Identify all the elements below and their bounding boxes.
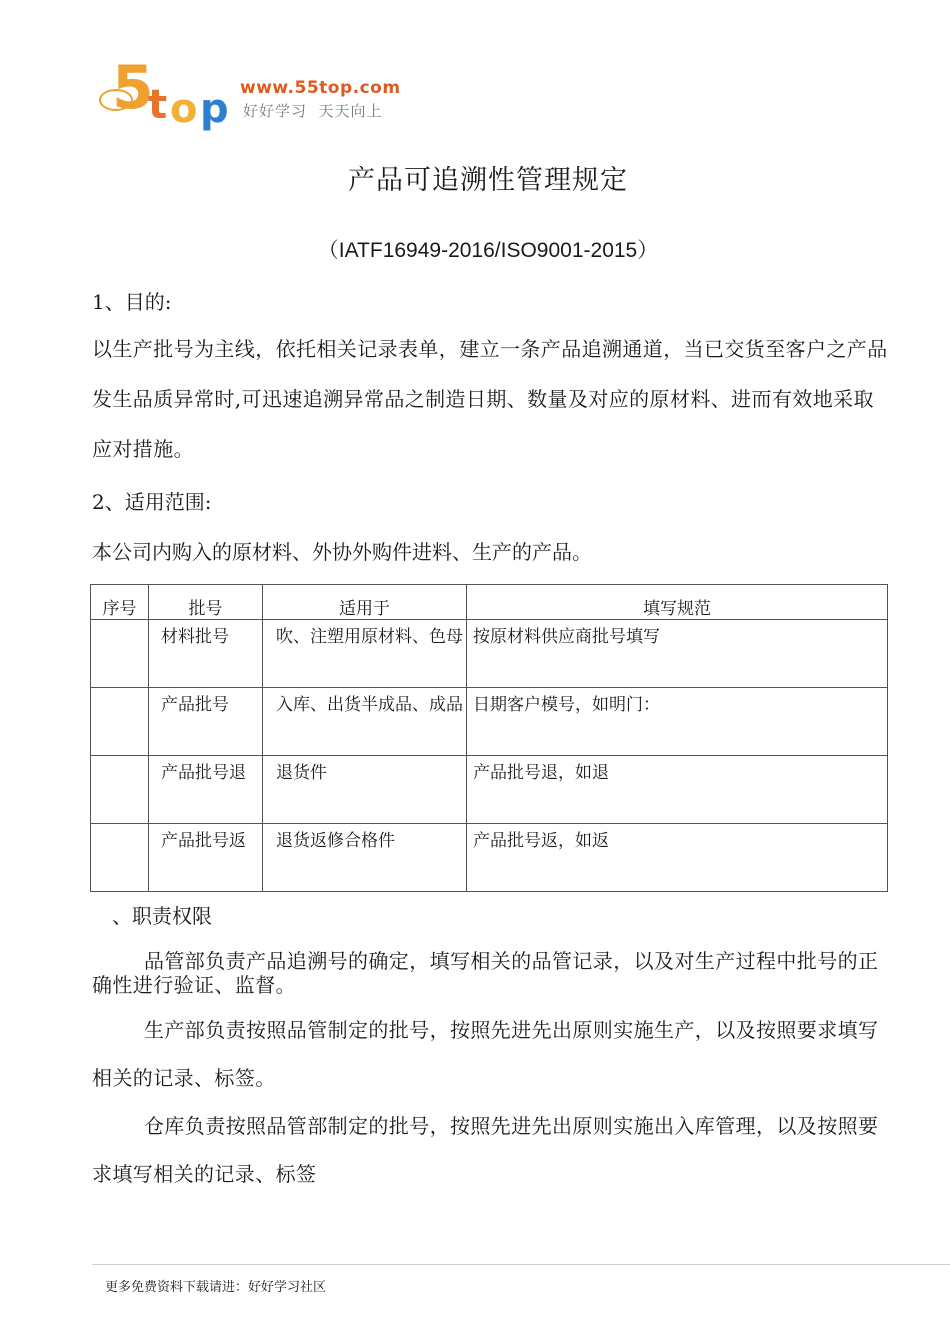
section-2-heading: 2、适用范围: <box>92 490 212 514</box>
section-2-body: 本公司内购入的原材料、外协外购件进料、生产的产品。 <box>92 540 592 564</box>
table-header-row <box>91 585 888 620</box>
section-3-paragraph-2: 生产部负责按照品管制定的批号，按照先进先出原则实施生产，以及按照要求填写相关的记录、标签。 <box>92 1018 879 1090</box>
cell-no <box>91 620 149 688</box>
cell-no <box>91 688 149 756</box>
logo-p: p <box>200 86 229 132</box>
cell-rule: 产品批号返，如返 <box>467 824 888 892</box>
document-subtitle: （IATF16949-2016/ISO9001-2015） <box>317 239 659 262</box>
footer-text[interactable]: 更多免费资料下载请进：好好学习社区 <box>105 1280 327 1295</box>
section-3-paragraph-1: 品管部负责产品追溯号的确定，填写相关的品管记录，以及对生产过程中批号的正确性进行验证、监督。 <box>92 949 879 997</box>
cell-lot: 产品批号返 <box>149 824 263 892</box>
section-3-heading: 、职责权限 <box>112 904 212 928</box>
cell-no <box>91 756 149 824</box>
header-applies: 适用于 <box>263 585 467 620</box>
section-3-paragraph-3: 仓库负责按照品管部制定的批号，按照先进先出原则实施出入库管理，以及按照要求填写相关的记录、标签 <box>92 1114 879 1186</box>
logo-mark <box>96 56 246 136</box>
cell-lot: 材料批号 <box>149 620 263 688</box>
cell-no <box>91 824 149 892</box>
logo-five: 5 <box>112 56 154 123</box>
logo-slogan: 好好学习 天天向上 <box>243 102 383 120</box>
cell-applies: 吹、注塑用原材料、色母 <box>263 620 467 688</box>
table-row <box>91 756 888 824</box>
table-row <box>91 824 888 892</box>
cell-lot: 产品批号退 <box>149 756 263 824</box>
document-title: 产品可追溯性管理规定 <box>348 165 628 196</box>
cell-rule: 按原材料供应商批号填写 <box>467 620 888 688</box>
cell-lot: 产品批号 <box>149 688 263 756</box>
cell-applies: 退货件 <box>263 756 467 824</box>
cell-rule: 产品批号退，如退 <box>467 756 888 824</box>
cell-applies: 入库、出货半成品、成品 <box>263 688 467 756</box>
logo-o: o <box>170 86 198 132</box>
logo-url[interactable]: www.55top.com <box>240 78 401 98</box>
batch-number-table <box>90 584 888 892</box>
logo-t: t <box>148 82 168 128</box>
header-lot: 批号 <box>149 585 263 620</box>
table-row <box>91 688 888 756</box>
header-no: 序号 <box>91 585 149 620</box>
table-row <box>91 620 888 688</box>
cell-applies: 退货返修合格件 <box>263 824 467 892</box>
header-rule: 填写规范 <box>467 585 888 620</box>
section-1-body: 以生产批号为主线，依托相关记录表单，建立一条产品追溯通道，当已交货至客户之产品发生品质异常时,可迅速追溯异常品之制造日期、数量及对应的原材料、进而有效地采取应对措施。 <box>92 337 888 461</box>
footer-divider <box>92 1264 950 1265</box>
section-1-heading: 1、目的: <box>92 290 172 314</box>
cell-rule: 日期客户模号，如明门： <box>467 688 888 756</box>
